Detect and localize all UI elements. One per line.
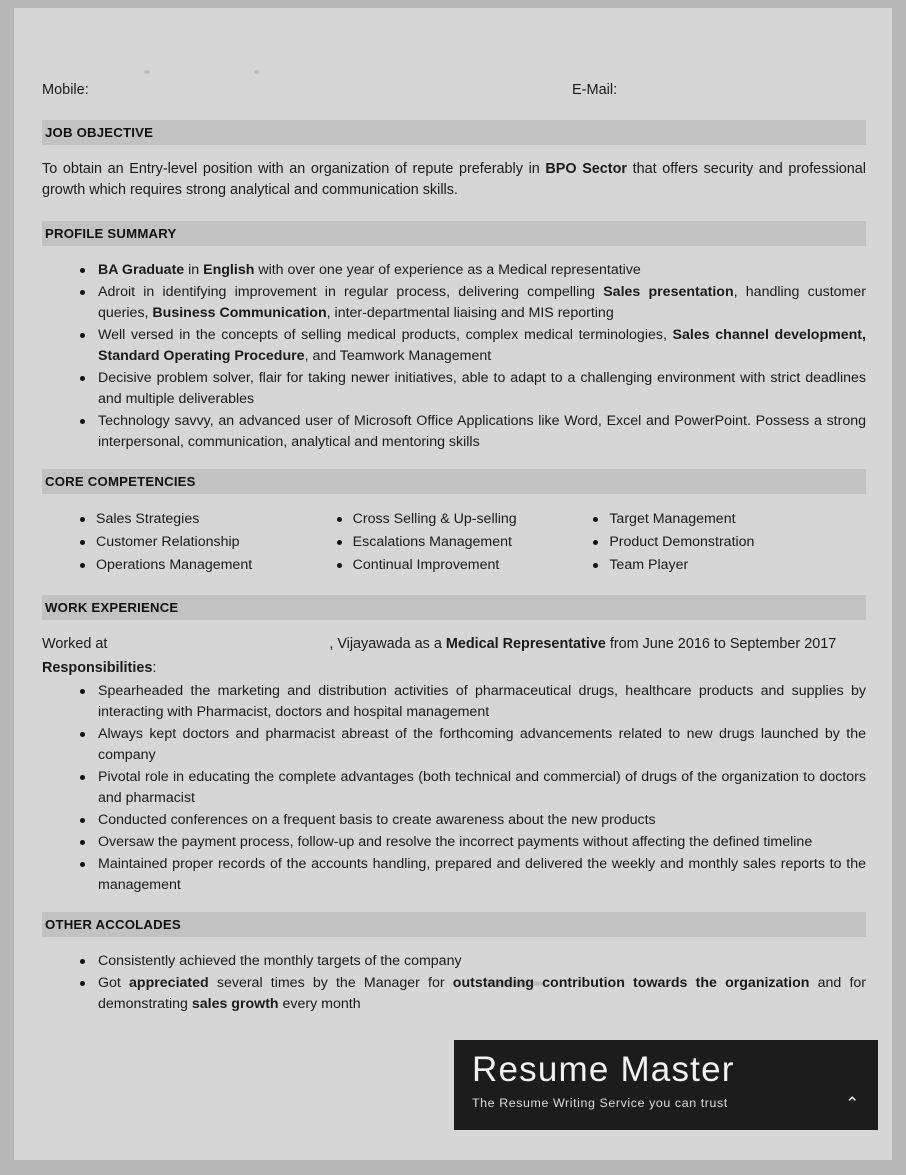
core-competencies-grid bbox=[42, 508, 866, 577]
list-item: Technology savvy, an advanced user of Microsoft Office Applications like Word, Excel and PowerPoint. Possess a strong interpersonal, communication, analytical and mentoring skills bbox=[96, 411, 866, 453]
list-item: Sales Strategies bbox=[96, 508, 353, 531]
profile-summary-list bbox=[42, 260, 866, 453]
watermark-banner bbox=[454, 1040, 878, 1130]
chevron-up-icon: ⌃ bbox=[845, 1093, 860, 1113]
list-item: Cross Selling & Up-selling bbox=[353, 508, 610, 531]
list-item: Spearheaded the marketing and distribution activities of pharmaceutical drugs, healthcare products and supplies by interacting with Pharmacist, doctors and hospital management bbox=[96, 681, 866, 723]
responsibilities-list bbox=[42, 681, 866, 896]
list-item: Consistently achieved the monthly targets of the company bbox=[96, 951, 866, 972]
job-objective-text-bold: BPO Sector bbox=[545, 161, 627, 177]
list-item bbox=[96, 282, 866, 324]
profile-item-bold: Sales presentation bbox=[603, 284, 734, 301]
work-role: Medical Representative bbox=[445, 636, 606, 653]
section-heading-job-objective: JOB OBJECTIVE bbox=[42, 120, 866, 145]
profile-item-text: , handling customer queries, bbox=[98, 284, 866, 322]
section-heading-other-accolades: OTHER ACCOLADES bbox=[42, 912, 866, 937]
responsibilities-colon: : bbox=[152, 659, 157, 676]
profile-item-bold: Business Communication bbox=[152, 305, 327, 322]
watermark-title: Resume Master bbox=[472, 1050, 735, 1089]
work-experience-headline bbox=[42, 634, 866, 656]
competency-column-3 bbox=[609, 508, 866, 577]
resume-content bbox=[42, 82, 866, 1031]
work-duration: from June 2016 to September 2017 bbox=[605, 636, 837, 653]
list-item: Team Player bbox=[609, 554, 866, 577]
accolade-text: Got bbox=[98, 975, 130, 992]
list-item: Oversaw the payment process, follow-up and resolve the incorrect payments without affecting the defined timeline bbox=[96, 832, 866, 853]
profile-item-text: with over one year of experience as a Medical representative bbox=[254, 262, 641, 279]
competency-column-2 bbox=[353, 508, 610, 577]
profile-item-bold: English bbox=[203, 262, 255, 279]
list-item: Continual Improvement bbox=[353, 554, 610, 577]
list-item: Operations Management bbox=[96, 554, 353, 577]
worked-at-prefix: Worked at bbox=[42, 636, 108, 653]
accolade-text: several times by the Manager for bbox=[208, 975, 453, 992]
contact-row bbox=[42, 82, 866, 98]
list-item bbox=[96, 973, 866, 1015]
work-location: , Vijayawada as a bbox=[329, 636, 446, 653]
job-objective-text bbox=[42, 159, 866, 201]
accolade-text: and for demonstrating bbox=[98, 975, 866, 1013]
mobile-label: Mobile: bbox=[42, 82, 89, 98]
list-item: Escalations Management bbox=[353, 531, 610, 554]
list-item: Conducted conferences on a frequent basis to create awareness about the new products bbox=[96, 810, 866, 831]
profile-item-text: in bbox=[184, 262, 204, 279]
job-objective-text-post: that offers security and professional growth which requires strong analytical and communication skills. bbox=[42, 161, 866, 199]
accolade-bold: outstanding contribution towards the organization bbox=[452, 975, 810, 992]
section-heading-core-competencies: CORE COMPETENCIES bbox=[42, 469, 866, 494]
profile-item-bold: BA Graduate bbox=[98, 262, 185, 279]
competency-column-1 bbox=[96, 508, 353, 577]
section-heading-profile-summary: PROFILE SUMMARY bbox=[42, 221, 866, 246]
profile-item-text: Well versed in the concepts of selling medical products, complex medical terminologies, bbox=[98, 327, 673, 344]
responsibilities-label-row bbox=[42, 658, 866, 678]
page-speck bbox=[254, 70, 259, 74]
accolade-bold: appreciated bbox=[129, 975, 209, 992]
responsibilities-label: Responsibilities bbox=[42, 659, 153, 676]
page-speck bbox=[144, 70, 150, 74]
profile-item-text: Adroit in identifying improvement in regular process, delivering compelling bbox=[98, 284, 604, 301]
list-item bbox=[96, 260, 866, 281]
other-accolades-list bbox=[42, 951, 866, 1015]
list-item: Decisive problem solver, flair for taking newer initiatives, able to adapt to a challenging environment with strict deadlines and multiple deliverables bbox=[96, 368, 866, 410]
profile-item-text: , and Teamwork Management bbox=[304, 348, 492, 365]
list-item: Target Management bbox=[609, 508, 866, 531]
watermark-subtitle: The Resume Writing Service you can trust bbox=[472, 1096, 728, 1111]
list-item: Always kept doctors and pharmacist abreast of the forthcoming advancements related to new drugs launched by the company bbox=[96, 724, 866, 766]
accolade-text: every month bbox=[278, 996, 361, 1013]
profile-item-text: , inter-departmental liaising and MIS reporting bbox=[326, 305, 614, 322]
list-item: Customer Relationship bbox=[96, 531, 353, 554]
list-item: Maintained proper records of the accounts handling, prepared and delivered the weekly and monthly sales reports to the management bbox=[96, 854, 866, 896]
section-heading-work-experience: WORK EXPERIENCE bbox=[42, 595, 866, 620]
accolade-bold: sales growth bbox=[191, 996, 279, 1013]
watermark-subtitle-row bbox=[472, 1095, 860, 1112]
email-label: E-Mail: bbox=[572, 82, 618, 98]
list-item: Product Demonstration bbox=[609, 531, 866, 554]
job-objective-text-pre: To obtain an Entry-level position with an organization of repute preferably in bbox=[42, 161, 546, 177]
list-item bbox=[96, 325, 866, 367]
profile-item-bold: Sales channel development, Standard Operating Procedure bbox=[98, 327, 866, 365]
resume-page bbox=[14, 8, 892, 1160]
list-item: Pivotal role in educating the complete advantages (both technical and commercial) of drugs of the organization to doctors and pharmacist bbox=[96, 767, 866, 809]
